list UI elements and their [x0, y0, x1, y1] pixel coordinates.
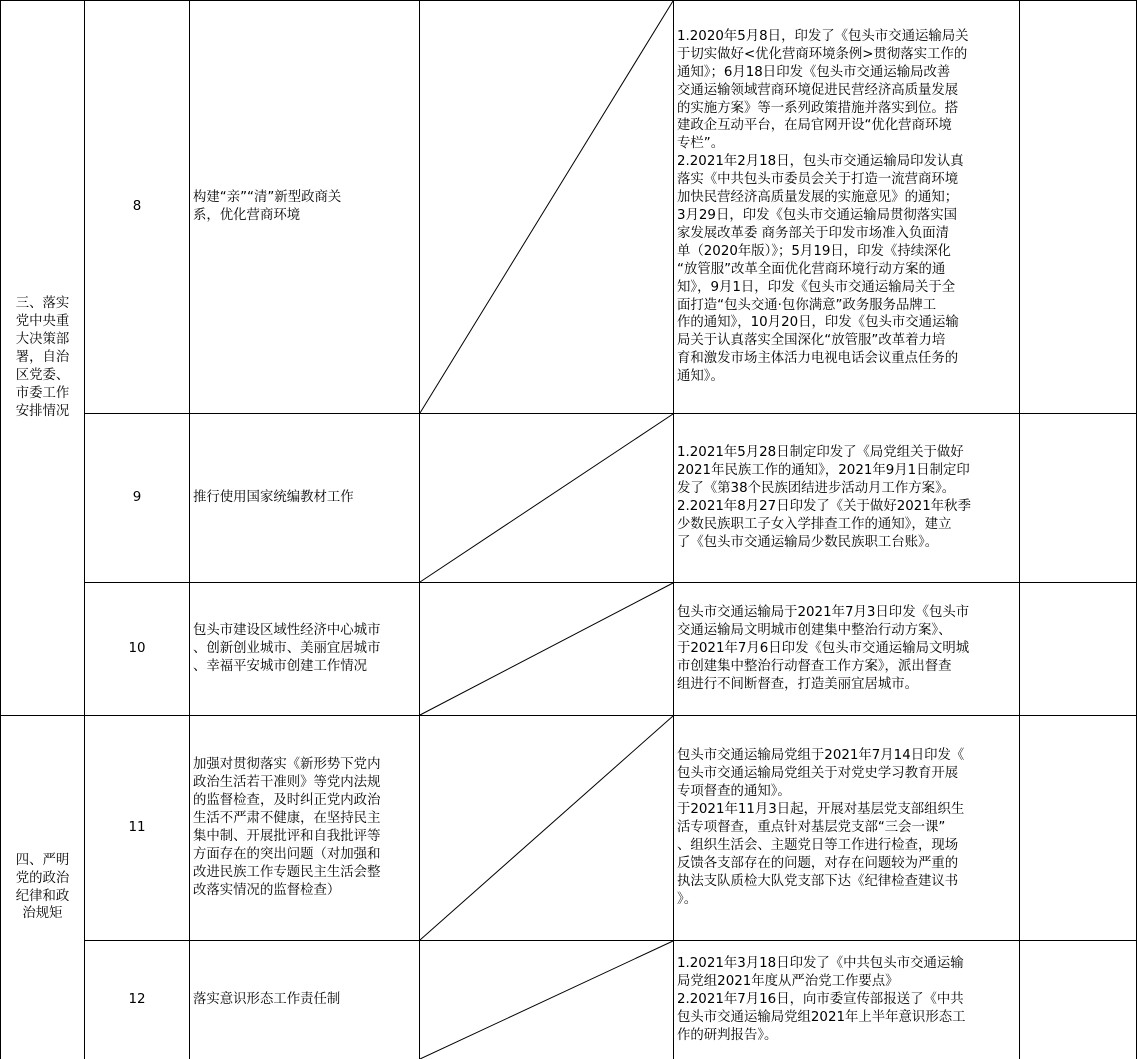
diagonal-line: [420, 1, 673, 413]
row-number-cell: [85, 1, 189, 413]
status-cell: [677, 1, 1019, 413]
task-item-cell: [193, 716, 417, 940]
task-item: 落实意识形态工作责任制: [193, 992, 341, 1008]
task-item: 推行使用国家统编教材工作: [193, 490, 354, 506]
task-item: 构建“亲”“清”新型政商关 系，优化营商环境: [193, 190, 342, 223]
row-number: 12: [128, 992, 146, 1008]
status-cell: [677, 941, 1019, 1059]
row-number: 9: [132, 490, 142, 506]
row-number: 8: [132, 199, 142, 215]
task-item: 加强对贯彻落实《新形势下党内 政治生活若干准则》等党内法规 的监督检查，及时纠正党内政治 生活不严肃不健康，在坚持民主 集中制、开展批评和自我批评等 方面存在的突出问题（对加强和 改进民族工作专题民主生活会整 改落实情况的监督检查）: [193, 757, 381, 898]
diagonal-line: [420, 583, 673, 715]
status-text: 1.2021年5月28日制定印发了《局党组关于做好 2021年民族工作的通知》，2021年9月1日制定印 发了《第38个民族团结进步活动月工作方案》。 2.2021年8月27日印发了《关于做好2021年秋季 少数民族职工子女入学排查工作的通知》，建立 了《包头市交通运输局少数民族职工台账》。: [677, 445, 971, 550]
diagonal-line: [420, 414, 673, 582]
row-number-cell: [85, 941, 189, 1059]
row-number-cell: [85, 716, 189, 940]
status-text: 1.2021年3月18日印发了《中共包头市交通运输 局党组2021年度从严治党工作要点》 2.2021年7月16日，向市委宣传部报送了《中共 包头市交通运输局党组2021年上半年意识形态工 作的研判报告》。: [677, 956, 966, 1043]
task-item-cell: [193, 941, 417, 1059]
section-title-cell: [1, 716, 84, 1059]
status-text: 1.2020年5月8日，印发了《包头市交通运输局关 于切实做好<优化营商环境条例>贯彻落实工作的 通知》；6月18日印发《包头市交通运输局改善 交通运输领域营商环境促进民营经济高质量发展 的实施方案》等一系列政策措施并落实到位。搭 建政企互动平台，在局官网开设“优化营商环境 专栏”。 2.2021年2月18日，包头市交通运输局印发认真 落实《中共包头市委员会关于打造一流营商环境 加快民营经济高质量发展的实施意见》的通知； 3月29日，印发《包头市交通运输局贯彻落实国 家发展改革委 商务部关于印发市场准入负面清 单（2020年版）》；5月19日，印发《持续深化 “放管服”改革全面优化营商环境行动方案的通 知》，9月1日，印发《包头市交通运输局关于全 面打造“包头交通·包你满意”政务服务品牌工 作的通知》，10月20日，印发《包头市交通运输 局关于认真落实全国深化“放管服”改革着力培 育和激发市场主体活力电视电话会议重点任务的 通知》。: [677, 28, 969, 385]
diagonal-line: [420, 716, 673, 940]
task-item-cell: [193, 583, 417, 715]
row-number-cell: [85, 414, 189, 582]
task-item: 包头市建设区域性经济中心城市 、创新创业城市、美丽宜居城市 、幸福平安城市创建工作情况: [193, 623, 381, 674]
status-text: 包头市交通运输局党组于2021年7月14日印发《 包头市交通运输局党组关于对党史学习教育开展 专项督查的通知》。 于2021年11月3日起，开展对基层党支部组织生 活专项督查，重点针对基层党支部“三会一课” 、组织生活会、主题党日等工作进行检查，现场 反馈各支部存在的问题，对存在问题较为严重的 执法支队质检大队党支部下达《纪律检查建议书 》。: [677, 748, 965, 907]
section-title-cell: [1, 1, 84, 715]
section-title: 四、严明 党的政治 纪律和政 治规矩: [15, 852, 70, 922]
task-item-cell: [193, 414, 417, 582]
row-number-cell: [85, 583, 189, 715]
task-item-cell: [193, 1, 417, 413]
row-number: 10: [128, 641, 146, 657]
diagonal-line: [420, 941, 673, 1059]
status-cell: [677, 583, 1019, 715]
status-cell: [677, 716, 1019, 940]
status-cell: [677, 414, 1019, 582]
status-text: 包头市交通运输局于2021年7月3日印发《包头市 交通运输局文明城市创建集中整治行动方案》、 于2021年7月6日印发《包头市交通运输局文明城 市创建集中整治行动督查工作方案》，派出督查 组进行不间断督查，打造美丽宜居城市。: [677, 605, 970, 692]
section-title: 三、落实 党中央重 大决策部 署，自治 区党委、 市委工作 安排情况: [15, 296, 70, 419]
row-number: 11: [128, 820, 146, 836]
